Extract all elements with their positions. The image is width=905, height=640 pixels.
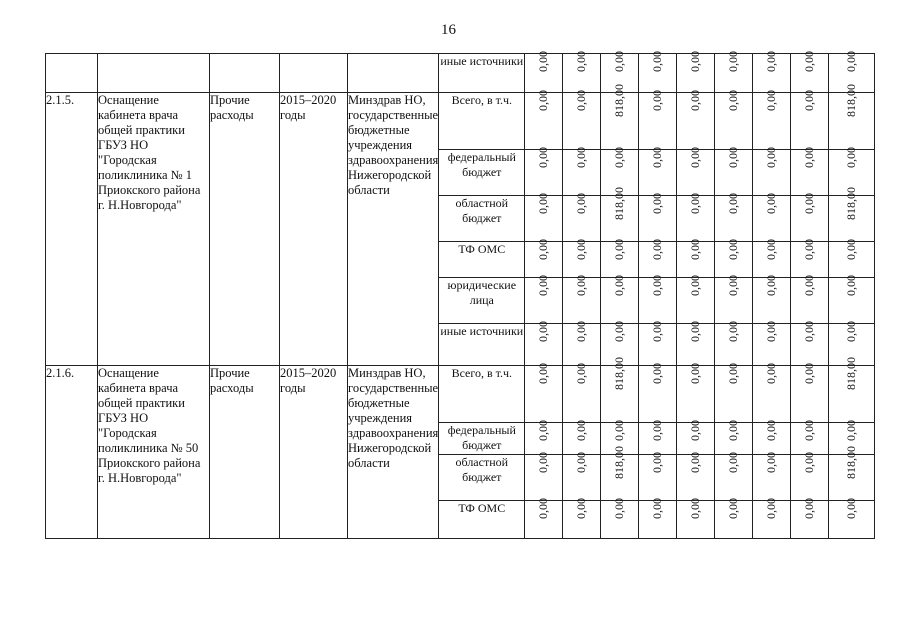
value-text: 0,00 [574,498,589,519]
value-text: 0,00 [688,452,703,473]
value-text: 0,00 [650,452,665,473]
value-cell [677,147,715,196]
value-cell [829,275,875,324]
expense-type: Прочие расходы [210,93,254,122]
item-name: Оснащение кабинета врача общей практики ГБУЗ НО "Городская поликлиника № 1 Приокского района г. Н.Новгорода" [98,93,201,212]
value-cell [639,363,677,423]
value-cell [791,275,829,324]
value-cell [601,357,639,423]
value-cell [525,321,563,366]
value-cell [563,51,601,93]
empty-cell [280,54,348,93]
value-text: 0,00 [802,452,817,473]
value-text: 0,00 [764,147,779,168]
value-text: 0,00 [844,498,859,519]
value-text: 0,00 [764,193,779,214]
value-text: 0,00 [612,239,627,260]
value-cell [639,498,677,539]
source-cell [439,366,525,423]
value-text: 818,00 [612,187,627,220]
value-cell [563,147,601,196]
expense-type: Прочие расходы [210,366,254,395]
source-cell [439,54,525,93]
value-text: 0,00 [688,321,703,342]
value-text: 818,00 [612,84,627,117]
value-cell [639,147,677,196]
value-text: 0,00 [536,147,551,168]
value-text: 0,00 [688,275,703,296]
source-label: ТФ ОМС [458,242,506,256]
value-text: 0,00 [802,498,817,519]
value-cell [639,275,677,324]
value-cell [715,498,753,539]
period: 2015–2020 годы [280,366,337,395]
item-name-cell [98,93,210,366]
expense-type-cell [210,366,280,539]
value-cell [753,321,791,366]
value-text: 0,00 [844,239,859,260]
value-cell [753,452,791,501]
value-text: 0,00 [688,498,703,519]
value-cell [525,147,563,196]
value-text: 0,00 [536,90,551,111]
source-cell [439,93,525,150]
value-cell [677,420,715,455]
value-cell [791,90,829,150]
value-text: 0,00 [844,147,859,168]
value-text: 0,00 [844,321,859,342]
value-text: 818,00 [844,187,859,220]
value-text: 0,00 [726,420,741,441]
source-label: иные источники [440,324,524,338]
page-number: 16 [441,22,456,38]
source-label: федеральный бюджет [447,423,516,452]
source-label: областной бюджет [455,455,509,484]
value-text: 0,00 [650,275,665,296]
value-text: 0,00 [574,90,589,111]
value-cell [715,51,753,93]
value-cell [639,452,677,501]
value-cell [525,452,563,501]
value-text: 0,00 [802,90,817,111]
value-text: 0,00 [764,420,779,441]
value-text: 0,00 [612,147,627,168]
value-cell [715,321,753,366]
item-code: 2.1.5. [46,93,75,107]
item-code: 2.1.6. [46,366,75,380]
value-cell [639,193,677,242]
value-cell [829,239,875,278]
value-cell [791,239,829,278]
source-cell [439,278,525,324]
value-cell [753,239,791,278]
executor: Минздрав НО, государственные бюджетные учреждения здравоохранения Нижегородской области [348,366,439,470]
value-text: 0,00 [650,51,665,72]
value-text: 0,00 [764,90,779,111]
period-cell [280,93,348,366]
executor-cell [348,93,439,366]
value-text: 0,00 [574,452,589,473]
value-text: 0,00 [650,498,665,519]
executor: Минздрав НО, государственные бюджетные учреждения здравоохранения Нижегородской области [348,93,439,197]
item-name-cell [98,366,210,539]
value-cell [753,498,791,539]
value-text: 818,00 [844,84,859,117]
value-cell [829,84,875,150]
value-cell [791,193,829,242]
value-text: 0,00 [726,452,741,473]
value-text: 0,00 [802,275,817,296]
value-cell [525,239,563,278]
value-text: 818,00 [844,357,859,390]
value-cell [791,420,829,455]
value-text: 0,00 [612,51,627,72]
value-text: 0,00 [536,420,551,441]
value-text: 0,00 [536,51,551,72]
value-text: 0,00 [650,90,665,111]
value-cell [677,90,715,150]
value-text: 0,00 [650,193,665,214]
value-text: 0,00 [536,363,551,384]
table-body [46,51,875,539]
value-text: 0,00 [650,147,665,168]
value-text: 0,00 [536,321,551,342]
empty-cell [210,54,280,93]
value-text: 0,00 [612,321,627,342]
value-text: 0,00 [574,147,589,168]
value-text: 0,00 [802,147,817,168]
value-cell [715,452,753,501]
value-cell [639,420,677,455]
value-cell [791,452,829,501]
period-cell [280,366,348,539]
value-cell [563,363,601,423]
value-cell [829,357,875,423]
value-cell [639,321,677,366]
value-text: 0,00 [764,275,779,296]
executor-cell [348,366,439,539]
period: 2015–2020 годы [280,93,337,122]
value-cell [563,452,601,501]
table-row [46,366,875,423]
value-cell [829,446,875,501]
value-cell [525,498,563,539]
value-cell [563,498,601,539]
value-cell [677,193,715,242]
value-cell [525,193,563,242]
value-cell [791,363,829,423]
value-text: 0,00 [844,275,859,296]
source-cell [439,242,525,278]
value-text: 0,00 [612,420,627,441]
source-cell [439,324,525,366]
value-text: 818,00 [612,446,627,479]
value-text: 0,00 [536,498,551,519]
value-cell [715,90,753,150]
item-code-cell [46,366,98,539]
value-text: 0,00 [688,51,703,72]
value-text: 0,00 [844,51,859,72]
value-text: 0,00 [650,420,665,441]
value-cell [525,420,563,455]
value-cell [639,51,677,93]
value-text: 0,00 [802,239,817,260]
value-text: 0,00 [536,452,551,473]
value-text: 0,00 [802,420,817,441]
value-text: 0,00 [574,51,589,72]
value-cell [791,51,829,93]
value-cell [753,193,791,242]
item-code-cell [46,93,98,366]
value-cell [677,275,715,324]
value-cell [677,363,715,423]
value-text: 0,00 [574,321,589,342]
value-cell [715,275,753,324]
value-text: 0,00 [726,239,741,260]
value-text: 0,00 [574,193,589,214]
source-label: ТФ ОМС [458,501,506,515]
table-row [46,93,875,150]
value-cell [715,363,753,423]
value-cell [563,239,601,278]
value-text: 0,00 [726,147,741,168]
value-text: 0,00 [574,239,589,260]
value-text: 0,00 [688,193,703,214]
value-text: 0,00 [726,275,741,296]
value-cell [525,275,563,324]
value-cell [563,420,601,455]
value-text: 0,00 [844,420,859,441]
value-text: 0,00 [726,51,741,72]
value-text: 0,00 [536,275,551,296]
empty-cell [98,54,210,93]
value-cell [677,239,715,278]
value-cell [601,275,639,324]
source-label: иные источники [440,54,524,68]
expense-type-cell [210,93,280,366]
source-cell [439,455,525,501]
value-text: 0,00 [688,239,703,260]
value-cell [601,498,639,539]
source-cell [439,501,525,539]
value-cell [753,275,791,324]
value-cell [563,275,601,324]
value-cell [715,147,753,196]
value-text: 818,00 [844,446,859,479]
value-cell [829,498,875,539]
source-label: Всего, в т.ч. [451,93,513,107]
value-cell [829,187,875,242]
value-text: 0,00 [612,275,627,296]
value-text: 0,00 [688,147,703,168]
value-text: 0,00 [802,363,817,384]
value-cell [677,321,715,366]
value-text: 0,00 [764,452,779,473]
value-cell [563,193,601,242]
source-label: Всего, в т.ч. [451,366,513,380]
value-cell [601,84,639,150]
value-text: 0,00 [574,275,589,296]
value-text: 0,00 [688,420,703,441]
value-cell [677,452,715,501]
value-cell [715,420,753,455]
source-cell [439,423,525,455]
value-cell [639,239,677,278]
value-text: 0,00 [802,51,817,72]
value-text: 0,00 [726,193,741,214]
value-text: 0,00 [650,363,665,384]
value-text: 0,00 [802,193,817,214]
value-text: 0,00 [650,239,665,260]
value-text: 0,00 [764,498,779,519]
value-text: 0,00 [726,90,741,111]
value-text: 0,00 [536,239,551,260]
empty-cell [348,54,439,93]
empty-cell [46,54,98,93]
value-cell [791,321,829,366]
value-cell [677,51,715,93]
value-text: 0,00 [536,193,551,214]
value-cell [791,498,829,539]
value-cell [563,90,601,150]
value-cell [601,239,639,278]
value-text: 0,00 [612,498,627,519]
value-cell [639,90,677,150]
value-text: 0,00 [688,363,703,384]
value-cell [715,193,753,242]
value-text: 0,00 [726,498,741,519]
item-name: Оснащение кабинета врача общей практики ГБУЗ НО "Городская поликлиника № 50 Приокского района г. Н.Новгорода" [98,366,201,485]
value-text: 0,00 [764,321,779,342]
value-cell [601,187,639,242]
value-cell [753,363,791,423]
source-cell [439,150,525,196]
value-text: 0,00 [802,321,817,342]
value-cell [715,239,753,278]
value-cell [525,363,563,423]
source-label: областной бюджет [455,196,509,225]
source-label: юридические лица [447,278,517,307]
source-label: федеральный бюджет [447,150,516,179]
value-text: 0,00 [764,239,779,260]
value-text: 0,00 [726,321,741,342]
value-cell [753,147,791,196]
value-text: 0,00 [574,363,589,384]
value-cell [677,498,715,539]
value-text: 0,00 [726,363,741,384]
value-cell [753,420,791,455]
value-cell [525,51,563,93]
value-cell [525,90,563,150]
source-cell [439,196,525,242]
table-row [46,54,875,93]
value-text: 0,00 [764,51,779,72]
value-text: 0,00 [688,90,703,111]
value-cell [601,446,639,501]
value-cell [563,321,601,366]
value-cell [791,147,829,196]
value-cell [753,51,791,93]
value-text: 818,00 [612,357,627,390]
value-text: 0,00 [764,363,779,384]
value-text: 0,00 [650,321,665,342]
value-text: 0,00 [574,420,589,441]
budget-table [45,53,875,539]
value-cell [753,90,791,150]
